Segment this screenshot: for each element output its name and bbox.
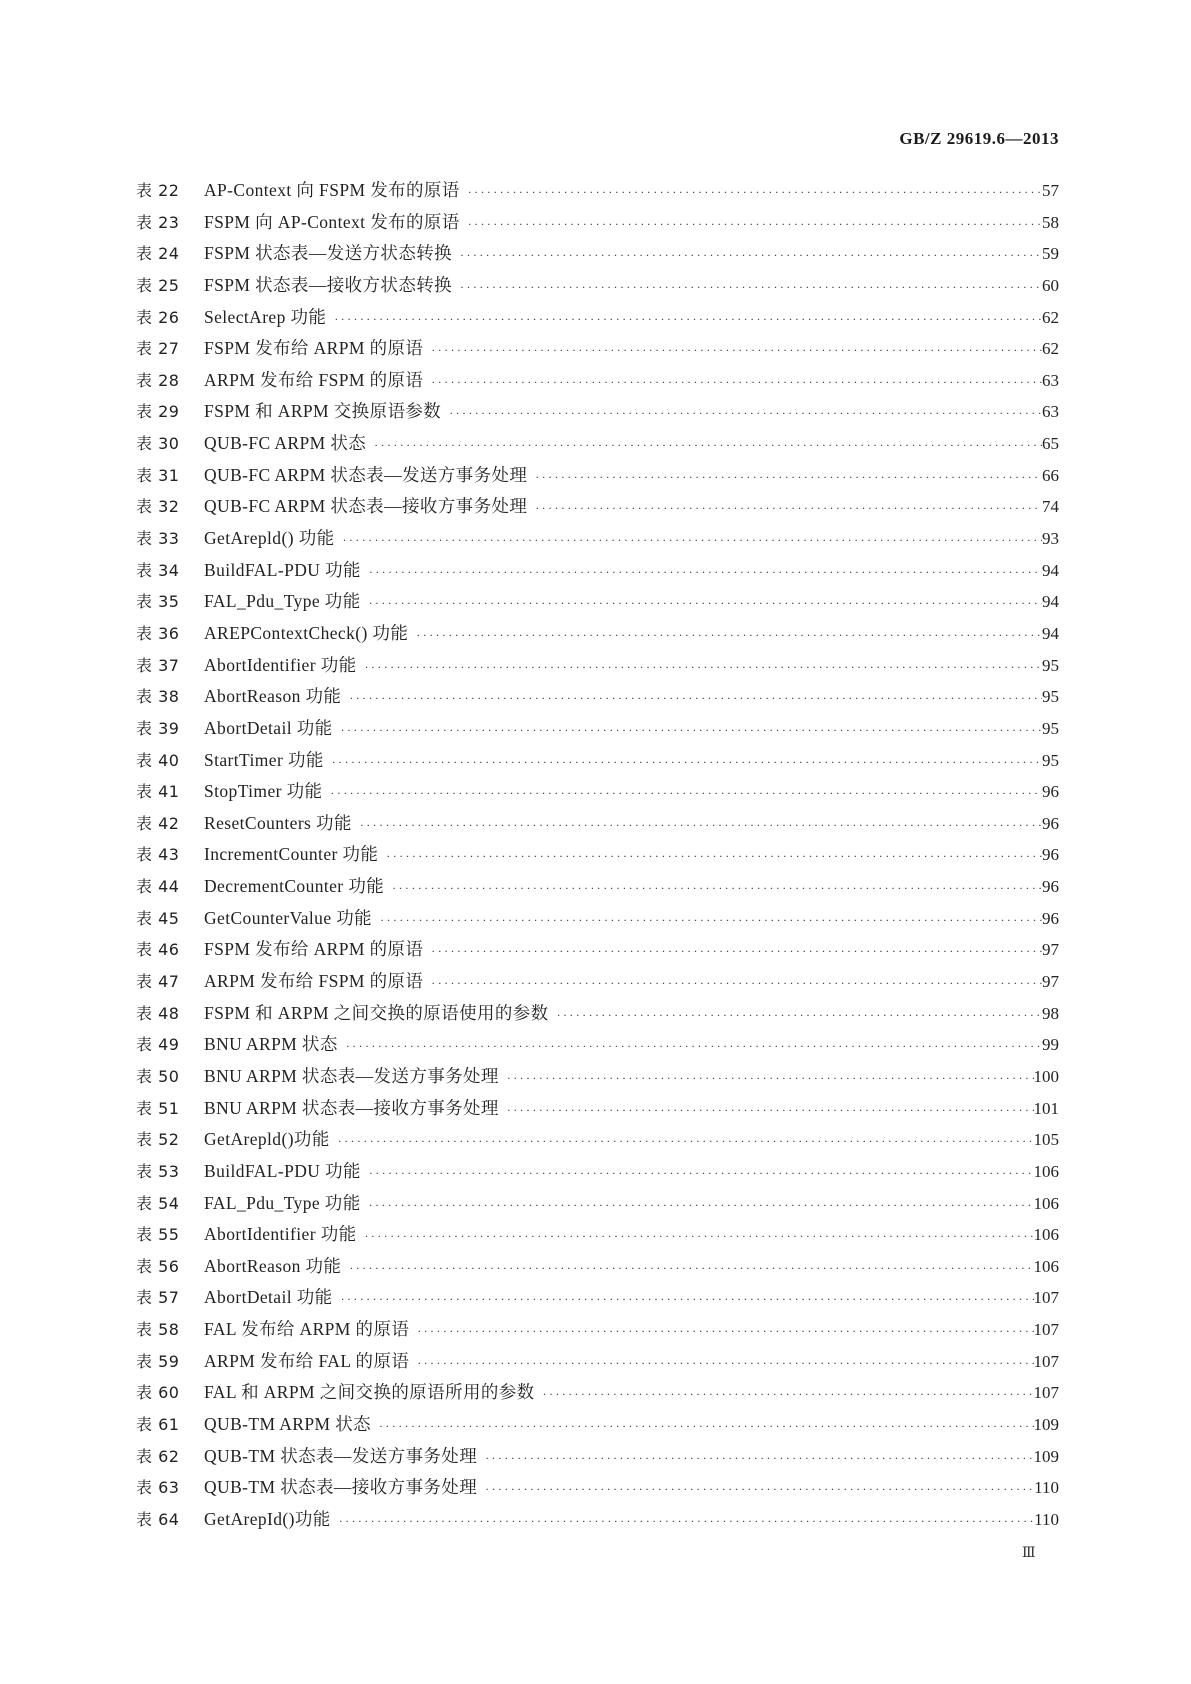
dot-leader	[367, 562, 1042, 582]
toc-entry-page: 63	[1042, 370, 1059, 390]
toc-entry-page: 94	[1042, 623, 1059, 643]
toc-entry-label: 表 25	[136, 275, 180, 295]
toc-entry-label: 表 54	[136, 1193, 180, 1213]
toc-entry-title: ARPM 发布给 FSPM 的原语	[204, 369, 424, 390]
dot-leader	[415, 1353, 1033, 1373]
toc-entry-page: 96	[1042, 845, 1059, 865]
dot-leader	[483, 1448, 1033, 1468]
toc-entry-label: 表 24	[136, 244, 180, 264]
toc-entry-title: SelectArep 功能	[204, 306, 327, 327]
toc-entry-title: GetArepld() 功能	[204, 528, 335, 549]
toc-entry-page: 94	[1042, 560, 1059, 580]
toc-entry-page: 95	[1042, 655, 1059, 675]
toc-entry-label: 表 49	[136, 1035, 180, 1055]
toc-entry[interactable]	[136, 560, 1059, 592]
toc-entry-label: 表 47	[136, 972, 180, 992]
dot-leader	[533, 498, 1042, 518]
toc-entry-title: FSPM 发布给 ARPM 的原语	[204, 338, 424, 359]
dot-leader	[390, 878, 1042, 898]
dot-leader	[378, 910, 1042, 930]
toc-entry-label: 表 36	[136, 623, 180, 643]
dot-leader	[337, 1511, 1034, 1531]
dot-leader	[330, 752, 1042, 772]
dot-leader	[363, 1226, 1034, 1246]
toc-entry-page: 62	[1042, 339, 1059, 359]
toc-entry-page: 58	[1042, 212, 1059, 232]
toc-entry-title: BNU ARPM 状态表—接收方事务处理	[204, 1097, 499, 1118]
dot-leader	[339, 720, 1042, 740]
toc-entry-title: FSPM 状态表—接收方状态转换	[204, 274, 453, 295]
dot-leader	[466, 182, 1042, 202]
toc-entry[interactable]	[136, 180, 1059, 212]
toc-entry[interactable]	[136, 1351, 1059, 1383]
toc-entry-page: 59	[1042, 244, 1059, 264]
standard-code: GB/Z 29619.6—2013	[899, 129, 1059, 148]
dot-leader	[458, 277, 1042, 297]
dot-leader	[505, 1068, 1034, 1088]
toc-entry[interactable]	[136, 275, 1059, 307]
toc-entry[interactable]	[136, 971, 1059, 1003]
toc-entry[interactable]	[136, 1414, 1059, 1446]
toc-entry-title: QUB-TM 状态表—发送方事务处理	[204, 1445, 478, 1466]
toc-entry[interactable]	[136, 1034, 1059, 1066]
dot-leader	[336, 1131, 1034, 1151]
toc-entry-title: FAL 和 ARPM 之间交换的原语所用的参数	[204, 1382, 535, 1403]
toc-entry-label: 表 38	[136, 687, 180, 707]
dot-leader	[458, 245, 1042, 265]
dot-leader	[429, 973, 1042, 993]
dot-leader	[367, 1195, 1034, 1215]
toc-entry[interactable]	[136, 1509, 1059, 1541]
toc-entry-title: AbortIdentifier 功能	[204, 1224, 357, 1245]
toc-entry-title: StopTimer 功能	[204, 781, 323, 802]
toc-entry-label: 表 64	[136, 1509, 180, 1529]
toc-entry-title: ARPM 发布给 FAL 的原语	[204, 1350, 410, 1371]
toc-entry-label: 表 40	[136, 750, 180, 770]
toc-entry-title: FSPM 和 ARPM 之间交换的原语使用的参数	[204, 1002, 549, 1023]
toc-entry[interactable]	[136, 528, 1059, 560]
toc-entry-page: 109	[1033, 1414, 1059, 1434]
toc-entry-page: 97	[1042, 940, 1059, 960]
toc-entry-label: 表 41	[136, 782, 180, 802]
toc-entry-title: AP-Context 向 FSPM 发布的原语	[204, 180, 460, 200]
toc-entry[interactable]	[136, 718, 1059, 750]
toc-entry[interactable]	[136, 1382, 1059, 1414]
toc-entry[interactable]	[136, 1319, 1059, 1351]
toc-entry[interactable]	[136, 655, 1059, 687]
toc-entry-title: FAL 发布给 ARPM 的原语	[204, 1319, 410, 1340]
toc-entry[interactable]	[136, 1224, 1059, 1256]
dot-leader	[466, 214, 1042, 234]
toc-entry-title: AbortDetail 功能	[204, 1287, 333, 1308]
toc-entry-title: FSPM 向 AP-Context 发布的原语	[204, 211, 460, 232]
toc-entry-title: BNU ARPM 状态表—发送方事务处理	[204, 1065, 499, 1086]
toc-entry-page: 57	[1042, 181, 1059, 200]
toc-entry-label: 表 44	[136, 877, 180, 897]
toc-entry-title: FSPM 发布给 ARPM 的原语	[204, 939, 424, 960]
toc-entry-title: FAL_Pdu_Type 功能	[204, 591, 361, 612]
toc-entry-label: 表 55	[136, 1225, 180, 1245]
toc-entry-label: 表 35	[136, 592, 180, 612]
toc-entry-title: GetArepId()功能	[204, 1508, 331, 1529]
toc-entry-page: 97	[1042, 972, 1059, 992]
toc-entry-label: 表 51	[136, 1098, 180, 1118]
dot-leader	[372, 435, 1042, 455]
toc-entry-page: 107	[1033, 1383, 1059, 1403]
toc-entry-title: FSPM 状态表—发送方状态转换	[204, 243, 453, 264]
toc-entry[interactable]	[136, 876, 1059, 908]
toc-entry-page: 60	[1042, 275, 1059, 295]
toc-entry-page: 96	[1042, 877, 1059, 897]
toc-entry[interactable]	[136, 496, 1059, 528]
toc-entry-label: 表 33	[136, 529, 180, 549]
toc-entry-page: 66	[1042, 465, 1059, 485]
toc-entry-page: 109	[1033, 1446, 1059, 1466]
toc-entry-label: 表 56	[136, 1256, 180, 1276]
toc-entry[interactable]	[136, 750, 1059, 782]
toc-entry-title: DecrementCounter 功能	[204, 876, 385, 897]
toc-entry[interactable]	[136, 1003, 1059, 1035]
dot-leader	[377, 1416, 1033, 1436]
toc-entry-label: 表 43	[136, 845, 180, 865]
dot-leader	[347, 688, 1042, 708]
dot-leader	[483, 1479, 1034, 1499]
toc-entry-label: 表 26	[136, 307, 180, 327]
table-of-contents-list	[136, 180, 1059, 1541]
toc-entry-label: 表 53	[136, 1161, 180, 1181]
toc-entry[interactable]	[136, 781, 1059, 813]
toc-entry-title: GetCounterValue 功能	[204, 907, 373, 928]
dot-leader	[505, 1100, 1034, 1120]
toc-entry-label: 表 52	[136, 1130, 180, 1150]
toc-entry-title: ARPM 发布给 FSPM 的原语	[204, 971, 424, 992]
toc-entry-title: GetArepld()功能	[204, 1129, 330, 1150]
dot-leader	[339, 1289, 1034, 1309]
toc-entry-page: 101	[1033, 1098, 1059, 1118]
dot-leader	[347, 1258, 1033, 1278]
toc-entry[interactable]	[136, 1066, 1059, 1098]
toc-entry-page: 100	[1033, 1066, 1059, 1086]
toc-entry-label: 表 23	[136, 212, 180, 232]
toc-entry-label: 表 63	[136, 1478, 180, 1498]
toc-entry-label: 表 22	[136, 181, 180, 200]
toc-entry-label: 表 37	[136, 655, 180, 675]
toc-entry[interactable]	[136, 1161, 1059, 1193]
toc-entry-page: 96	[1042, 908, 1059, 928]
toc-entry[interactable]	[136, 307, 1059, 339]
dot-leader	[328, 783, 1042, 803]
toc-entry-title: QUB-FC ARPM 状态表—发送方事务处理	[204, 464, 528, 485]
toc-entry[interactable]	[136, 813, 1059, 845]
toc-entry-label: 表 27	[136, 339, 180, 359]
toc-entry-title: IncrementCounter 功能	[204, 844, 379, 865]
dot-leader	[447, 403, 1042, 423]
toc-entry-label: 表 29	[136, 402, 180, 422]
toc-entry-label: 表 32	[136, 497, 180, 517]
toc-entry-title: QUB-FC ARPM 状态表—接收方事务处理	[204, 496, 528, 517]
toc-entry-page: 99	[1042, 1035, 1059, 1055]
dot-leader	[363, 657, 1042, 677]
toc-entry[interactable]	[136, 591, 1059, 623]
dot-leader	[384, 846, 1042, 866]
toc-entry-page: 105	[1033, 1130, 1059, 1150]
toc-entry-page: 106	[1033, 1161, 1059, 1181]
toc-entry[interactable]	[136, 1477, 1059, 1509]
toc-entry[interactable]	[136, 243, 1059, 275]
toc-entry-page: 95	[1042, 750, 1059, 770]
toc-entry[interactable]	[136, 465, 1059, 497]
dot-leader	[429, 941, 1042, 961]
toc-entry[interactable]	[136, 623, 1059, 655]
toc-entry-title: FSPM 和 ARPM 交换原语参数	[204, 401, 442, 422]
toc-entry-label: 表 62	[136, 1446, 180, 1466]
toc-entry-title: AbortDetail 功能	[204, 717, 333, 738]
toc-entry-label: 表 61	[136, 1414, 180, 1434]
toc-entry-page: 95	[1042, 718, 1059, 738]
dot-leader	[332, 309, 1042, 329]
toc-entry-label: 表 45	[136, 908, 180, 928]
toc-entry-title: AbortReason 功能	[204, 686, 342, 707]
toc-entry-title: BNU ARPM 状态	[204, 1034, 338, 1055]
toc-entry[interactable]	[136, 401, 1059, 433]
toc-entry-page: 94	[1042, 592, 1059, 612]
toc-entry[interactable]	[136, 1098, 1059, 1130]
toc-entry-title: AREPContextCheck() 功能	[204, 622, 409, 643]
toc-entry[interactable]	[136, 338, 1059, 370]
dot-leader	[533, 467, 1042, 487]
toc-entry-page: 106	[1033, 1225, 1059, 1245]
toc-entry[interactable]	[136, 433, 1059, 465]
dot-leader	[367, 593, 1042, 613]
toc-entry-label: 表 28	[136, 370, 180, 390]
dot-leader	[344, 1036, 1042, 1056]
toc-entry-title: FAL_Pdu_Type 功能	[204, 1192, 361, 1213]
dot-leader	[541, 1384, 1034, 1404]
toc-entry-page: 98	[1042, 1003, 1059, 1023]
dot-leader	[429, 340, 1042, 360]
toc-entry[interactable]	[136, 1287, 1059, 1319]
toc-entry-label: 表 34	[136, 560, 180, 580]
toc-entry-page: 107	[1033, 1320, 1059, 1340]
dot-leader	[414, 625, 1042, 645]
toc-entry[interactable]	[136, 1193, 1059, 1225]
toc-entry-page: 107	[1033, 1288, 1059, 1308]
toc-entry[interactable]	[136, 844, 1059, 876]
page-number: Ⅲ	[1022, 1546, 1036, 1561]
toc-entry-label: 表 30	[136, 434, 180, 454]
toc-entry-label: 表 50	[136, 1066, 180, 1086]
toc-entry-title: BuildFAL-PDU 功能	[204, 559, 361, 580]
toc-entry-title: QUB-TM 状态表—接收方事务处理	[204, 1477, 478, 1498]
toc-entry[interactable]	[136, 370, 1059, 402]
toc-entry[interactable]	[136, 686, 1059, 718]
toc-entry-page: 74	[1042, 497, 1059, 517]
toc-entry-title: ResetCounters 功能	[204, 812, 352, 833]
toc-entry-label: 表 58	[136, 1320, 180, 1340]
dot-leader	[555, 1005, 1042, 1025]
toc-entry-label: 表 60	[136, 1383, 180, 1403]
dot-leader	[358, 815, 1042, 835]
dot-leader	[341, 530, 1043, 550]
toc-entry[interactable]	[136, 212, 1059, 244]
toc-entry-title: QUB-TM ARPM 状态	[204, 1413, 372, 1434]
toc-entry-page: 93	[1042, 529, 1059, 549]
toc-entry-title: StartTimer 功能	[204, 749, 324, 770]
dot-leader	[415, 1321, 1033, 1341]
toc-entry-page: 96	[1042, 782, 1059, 802]
toc-entry-label: 表 31	[136, 465, 180, 485]
toc-entry-title: BuildFAL-PDU 功能	[204, 1160, 361, 1181]
toc-entry-label: 表 46	[136, 940, 180, 960]
toc-entry[interactable]	[136, 1129, 1059, 1161]
toc-entry-label: 表 59	[136, 1351, 180, 1371]
toc-entry-page: 62	[1042, 307, 1059, 327]
toc-entry-label: 表 48	[136, 1003, 180, 1023]
toc-entry[interactable]	[136, 939, 1059, 971]
toc-entry-page: 106	[1033, 1256, 1059, 1276]
toc-entry-label: 表 57	[136, 1288, 180, 1308]
toc-entry-page: 106	[1033, 1193, 1059, 1213]
toc-entry[interactable]	[136, 908, 1059, 940]
dot-leader	[429, 372, 1042, 392]
toc-entry-page: 63	[1042, 402, 1059, 422]
toc-entry-page: 110	[1034, 1509, 1059, 1529]
toc-entry-page: 95	[1042, 687, 1059, 707]
toc-entry-page: 110	[1034, 1478, 1059, 1498]
toc-entry-page: 96	[1042, 813, 1059, 833]
toc-entry-title: AbortReason 功能	[204, 1255, 342, 1276]
toc-entry[interactable]	[136, 1446, 1059, 1478]
dot-leader	[367, 1163, 1034, 1183]
toc-entry-label: 表 39	[136, 718, 180, 738]
toc-entry-title: AbortIdentifier 功能	[204, 654, 357, 675]
toc-entry-page: 65	[1042, 434, 1059, 454]
toc-entry-label: 表 42	[136, 813, 180, 833]
toc-entry-title: QUB-FC ARPM 状态	[204, 433, 367, 454]
toc-entry-page: 107	[1033, 1351, 1059, 1371]
toc-entry[interactable]	[136, 1256, 1059, 1288]
